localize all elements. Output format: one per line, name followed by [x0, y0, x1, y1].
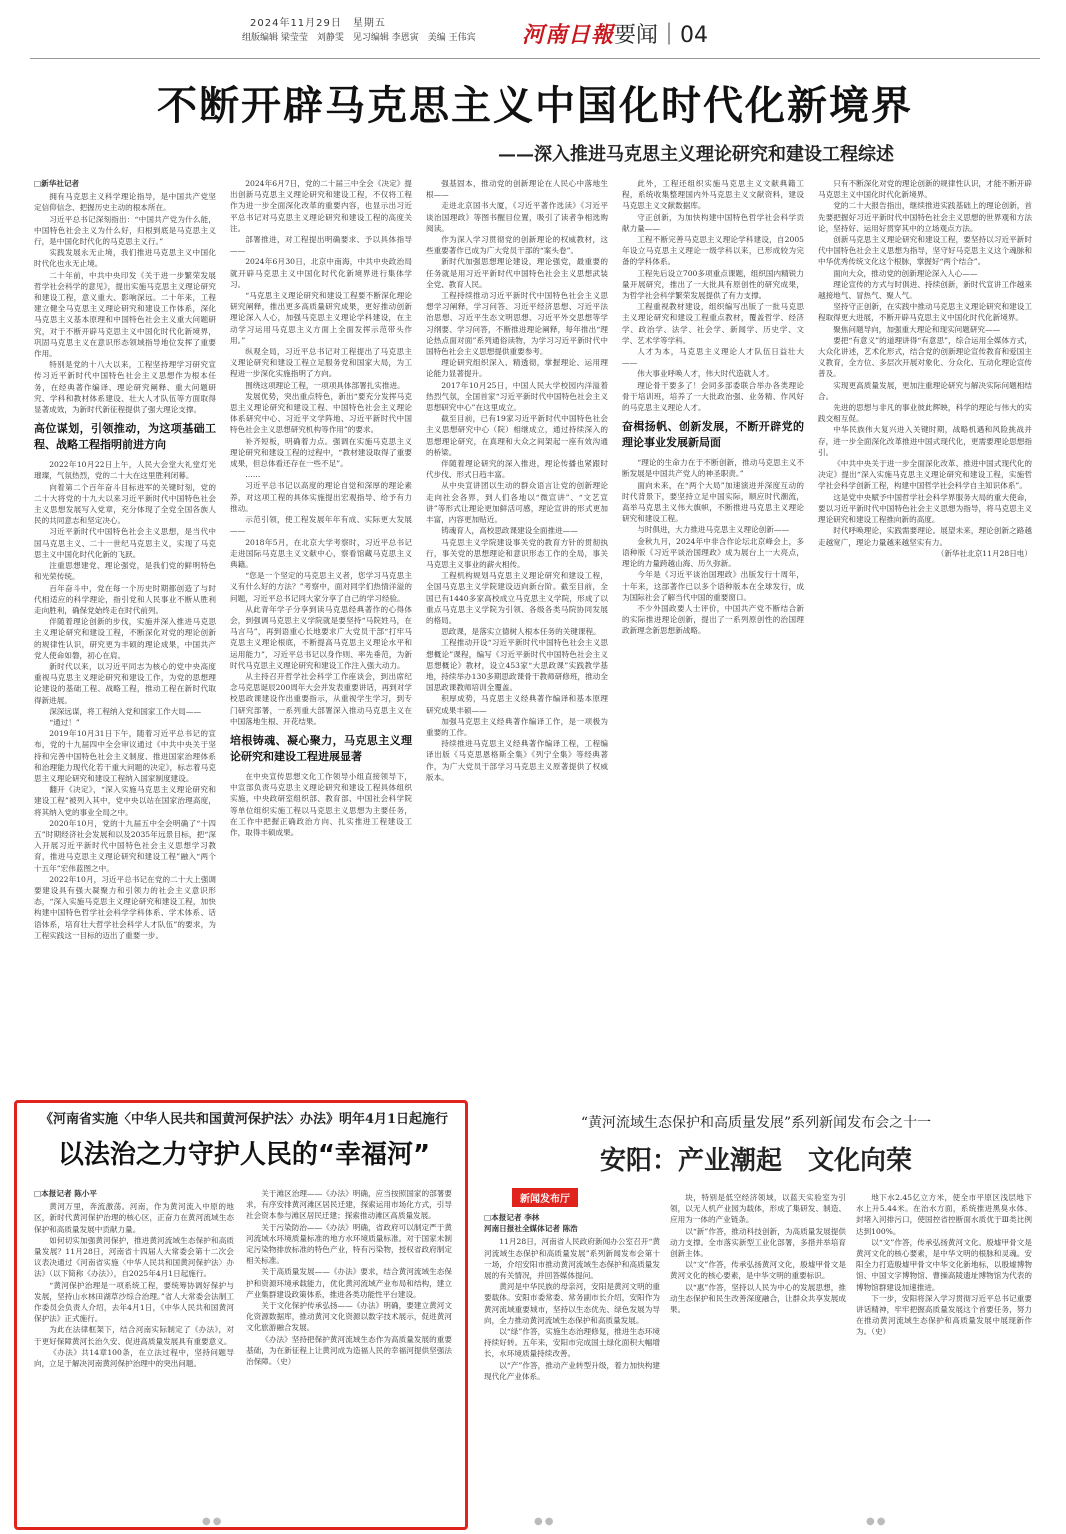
- paragraph: 关于滩区治理——《办法》明确，应当按照国家的部署要求，有序安排黄河滩区居民迁建，探索运用市场化方式，引导社会资本参与滩区居民迁建；探索推动滩区高质量发展。: [246, 1189, 452, 1221]
- paragraph: 持续推进马克思主义经典著作编译工程，工程编译出版《马克思恩格斯全集》《列宁全集》等经典著作，为广大党员干部学习马克思主义原著提供了权威版本。: [426, 739, 608, 782]
- paragraph: 发展优势，突出重点特色，新出“要充分发挥马克思主义理论研究和建设工程、中国特色社会主义理论体系研究中心、习近平文学阵地、习近平新时代中国特色社会主义思想研究机构等作用”的要求。: [230, 391, 412, 435]
- story-left-byline: □本报记者 陈小平: [34, 1189, 97, 1198]
- lead-column-3: [426, 178, 608, 1090]
- paragraph: 工程先后设立700多项重点课题，组织国内精锐力量开展研究，推出了一大批具有原创性的研究成果，为哲学社会科学繁荣发展提供了有力支撑。: [622, 268, 804, 301]
- paragraph: 以“惠”作答，坚持以人民为中心的发展思想，推动生态保护和民生改善深度融合，让群众共享发展成果。: [670, 1282, 846, 1315]
- paragraph: 走进北京国书大厦，《习近平著作选读》《习近平谈治国理政》等图书醒目位置，吸引了读者争相选购阅读。: [426, 201, 608, 233]
- paragraph: 2017年10月25日，中国人民大学校园内洋溢着热烈气氛，全国首家“习近平新时代中国特色社会主义思想研究中心”在这里成立。: [426, 380, 608, 413]
- lead-col4-paras: [622, 178, 804, 413]
- paragraph: 工程推动开设“习近平新时代中国特色社会主义思想概论”课程，编写《习近平新时代中国特色社会主义思想概论》教材，设立453家“大思政课”实践教学基地，持续举办130多期思政课骨干教师研修班，推动全国思政课教师培训全覆盖。: [426, 638, 608, 693]
- paragraph: 铸魂育人，高校思政课建设全面推进——: [441, 526, 578, 536]
- paragraph: 新时代以来，以习近平同志为核心的党中央高度重视马克思主义理论研究和建设工作，为党的思想理论建设的基础工程、战略工程，推动工程在新时代取得新进展。: [34, 661, 216, 705]
- story-right-column-3: [856, 1192, 1032, 1512]
- paragraph: 为此在法律框架下，结合河南实际制定了《办法》，对于更好保障黄河长治久安、促进高质量发展具有重要意义。: [34, 1325, 234, 1346]
- paragraph: 加强马克思主义经典著作编译工作，是一项极为重要的工作。: [426, 716, 608, 737]
- paragraph: 翻开《决定》，“深入实施马克思主义理论研究和建设工程”被列入其中，党中央以站在国家治理高度，将其纳入党的事业全局之中。: [34, 785, 216, 817]
- lead-column-1: [34, 178, 216, 1090]
- paragraph: 特别是党的十八大以来，工程坚持理学习研究宣传习近平新时代中国特色社会主义思想作为根本任务，在经典著作编译、理论研究阐释、重大问题研究、学科和教材体系建设、壮大人才队伍等方面取得显著成效，为新时代新征程提供了强大理论支撑。: [34, 360, 216, 415]
- paragraph: 实现更高质量发展，更加注重理论研究与解决实际问题相结合。: [818, 380, 1032, 401]
- paragraph: 此外，工程还组织实施马克思主义文献典籍工程，系统收集整理国内外马克思主义文献资料，建设马克思主义文献数据库。: [622, 179, 804, 211]
- paragraph: 以“产”作答，推动产业转型升级，着力加快构建现代化产业体系。: [484, 1360, 660, 1381]
- paragraph: 坚持守正创新，在实践中推动马克思主义理论研究和建设工程取得更大进展，不断开辟马克思主义中国化时代化新境界。: [818, 302, 1032, 323]
- paragraph: 《办法》坚持把保护黄河流域生态作为高质量发展的重要基础，为在新征程上让黄河成为造福人民的幸福河提供坚强法治保障。（史）: [246, 1334, 452, 1367]
- story-right-col1-paras: [484, 1236, 660, 1382]
- paragraph: 截至目前，已有19家习近平新时代中国特色社会主义思想研究中心（院）相继成立，通过持续深入的思想理论研究，在真理和大众之间架起一座有效沟通的桥梁。: [426, 414, 608, 457]
- pager-dots-right: ●●: [866, 1516, 888, 1527]
- paragraph: 习近平新时代中国特色社会主义思想，是当代中国马克思主义、二十一世纪马克思主义，实现了马克思主义中国化时代化新的飞跃。: [34, 527, 216, 559]
- section-label: 要闻｜04: [614, 23, 708, 48]
- paragraph: 要把“有意义”的道理讲得“有意思”，综合运用全媒体方式，大众化讲述，艺术化形式，结合党的创新理论宣传教育和爱国主义教育，全方位、多层次开展对象化、分众化、互动化理论宣传普及。: [818, 335, 1032, 379]
- paragraph: 2020年10月，党的十九届五中全会明确了“十四五”时期经济社会发展和以及2035年远景目标，把“深入开展习近平新时代中国特色社会主义思想学习教育，推进马克思主义理论研究和建设工程”融入“两个十五年”宏伟蓝图之中。: [34, 818, 216, 873]
- lead-subhead-3: 奋楫扬帆、创新发展，不断开辟党的理论事业发展新局面: [622, 420, 804, 450]
- story-left-col2-paras: [246, 1188, 452, 1367]
- paragraph: 在中央宣传思想文化工作领导小组直接领导下，中宣部负责马克思主义理论研究和建设工程具体组织实施，中央政研室组织部、教育部、中国社会科学院等单位组织实施工程以马克思主义思想为主要任务，在工作中把握正确政治方向、扎实推进工程建设工作，取得丰硕成果。: [230, 771, 412, 837]
- paragraph: 理论宣传的方式与时俱进、持续创新，新时代宣讲工作越来越接地气、冒热气、聚人气。: [818, 279, 1032, 301]
- paragraph: 围绕这项理论工程，一项项具体部署扎实推进。: [245, 380, 405, 390]
- paragraph: 《中共中央关于进一步全面深化改革、推进中国式现代化的决定》提出“深入实施马克思主义理论研究和建设工程，实施哲学社会科学创新工程，构建中国哲学社会科学自主知识体系”。: [818, 459, 1032, 491]
- paragraph: 守正创新，为加快构建中国特色哲学社会科学贡献力量——: [622, 212, 804, 233]
- paragraph: 工程持续推动习近平新时代中国特色社会主义思想学习阐释，学习问答、习近平经济思想、习近平法治思想、习近平生态文明思想、习近平外交思想等学习纲要、学习问答，不断推进理论阐释，每年推出“理论热点面对面”系列通俗读物，为学习习近平新时代中国特色社会主义思想提供重要参考。: [426, 291, 608, 357]
- paragraph: 面向未来，在“两个大局”加速演进并深度互动的时代背景下，要坚持立足中国实际，顺应时代潮流，高举马克思主义伟大旗帜，不断推进马克思主义理论研究和建设工程。: [622, 480, 804, 524]
- paragraph: 2019年10月31日下午，随着习近平总书记的宣布，党的十九届四中全会审议通过《中共中央关于坚持和完善中国特色社会主义制度、推进国家治理体系和治理能力现代化若干重大问题的决定》，标志着马克思主义理论研究和建设工程纳入国家制度建设。: [34, 729, 216, 783]
- paragraph: 人才为本，马克思主义理论人才队伍日益壮大——: [622, 347, 804, 368]
- story-right-kicker: “黄河流域生态保护和高质量发展”系列新闻发布会之十一: [580, 1115, 932, 1131]
- paragraph: “您是一个坚定的马克思主义者，您学习马克思主义有什么好的方法？”考察中，面对同学们热情洋溢的问题，习近平总书记同大家分享了自己的学习经验。: [230, 571, 412, 603]
- paragraph: 中华民族伟大复兴进入关键时期，战略机遇和风险挑战并存，进一步全面深化改革推进中国式现代化，更需要理论思想指引。: [818, 425, 1032, 457]
- paragraph: 新时代加强思想理论建设，理论强党，最重要的任务就是用习近平新时代中国特色社会主义思想武装全党、教育人民。: [426, 257, 608, 289]
- paragraph: 习近平总书记深刻指出：“中国共产党为什么能，中国特色社会主义为什么好，归根到底是马克思主义行，是中国化时代化的马克思主义行。”: [34, 214, 216, 247]
- paragraph: 示范引领，使工程发展年年有成、实际更大发展——: [230, 515, 412, 536]
- paragraph: 关于文化保护传承弘扬——《办法》明确，要建立黄河文化资源数据库，推动黄河文化资源以数字技术展示，促进黄河文化旅游融合发展。: [246, 1301, 452, 1333]
- paragraph: “黄河保护治理是一项系统工程，要统筹协调好保护与发展，坚持山水林田湖草沙综合治理。”省人大常委会法制工作委员会负责人介绍，去年4月1日，《中华人民共和国黄河保护法》正式施行。: [34, 1280, 234, 1324]
- story-right-col2-paras: [670, 1192, 846, 1315]
- paragraph: 黄河是中华民族的母亲河，安阳是黄河文明的重要载体。安阳市委常委、常务副市长介绍，安阳作为黄河流域重要城市，坚持以生态优先、绿色发展为导向，全力推动黄河流域生态保护和高质量发展。: [484, 1282, 660, 1325]
- paragraph: 今年是《习近平谈治国理政》出版发行十周年，十年来，这部著作已以多个语种版本在全球发行，成为国际社会了解当代中国的重要窗口。: [622, 570, 804, 602]
- lead-col1b-paras: [34, 459, 216, 941]
- lead-col2b-paras: [230, 771, 412, 838]
- paragraph: 如何切实加强黄河保护，推进黄河流域生态保护和高质量发展？11月28日，河南省十四届人大常委会第十二次会议表决通过《河南省实施〈中华人民共和国黄河保护法〉办法》（以下简称《办法》），自2025年4月1日起施行。: [34, 1235, 234, 1279]
- lead-subtitle: ——深入推进马克思主义理论研究和建设工程综述: [498, 144, 894, 165]
- paragraph: 习近平总书记以高度的理论自觉和深厚的理论素养，对这项工程的具体实施提出宏观指导、给予有力推动。: [230, 481, 412, 513]
- paragraph: 从此青年学子分享到读马克思经典著作的心得体会，到强调马克思主义学院就是要坚持“马院姓马，在马言马”，再到语重心长地要求广大党员干部“打牢马克思主义理论根底，不断提高马克思主义理论水平和运用能力”，习近平总书记以身作则、率先垂范，为新时代马克思主义理论研究和建设工作注入强大动力。: [230, 604, 412, 670]
- header-divider: [30, 58, 1040, 59]
- lead-subhead-2: 培根铸魂、凝心聚力，马克思主义理论研究和建设工程进展显著: [230, 733, 412, 763]
- paragraph: “通过！”: [49, 717, 80, 727]
- paragraph: 党的二十大报告指出，继续推进实践基础上的理论创新，首先要把握好习近平新时代中国特色社会主义思想的世界观和方法论，坚持好、运用好贯穿其中的立场观点方法。: [818, 201, 1032, 233]
- paragraph: 伴随着理论研究的深入推进，理论传播也紧跟时代步伐、形式日趋丰富。: [426, 459, 608, 480]
- paragraph: 理论研究组织深入、精透彻，掌握理论、运用理论能力显著提升。: [426, 358, 608, 379]
- paragraph: 马克思主义学院建设事关党的教育方针的贯彻执行，事关党的思想理论和意识形态工作的全局，事关马克思主义事业的薪火相传。: [426, 537, 608, 569]
- paragraph: 以“绿”作答，实施生态治理修复，推进生态环境持续好转。五年来，安阳市完成国土绿化面积大幅增长，水环境质量持续改善。: [484, 1327, 660, 1359]
- paragraph: 拥有马克思主义科学理论指导，是中国共产党坚定信仰信念、把握历史主动的根本所在。: [34, 192, 216, 213]
- paragraph: 聚焦问题导向，加强重大理论和现实问题研究——: [833, 324, 1001, 334]
- issue-date: 2024年11月29日 星期五: [250, 18, 386, 29]
- paragraph: 百年奋斗中，党在每一个历史时期都创造了与时代相适应的科学理论，指引党和人民事业不断从胜利走向胜利，确保党始终走在时代前列。: [34, 583, 216, 615]
- pager-dots-mid: ●●: [534, 1516, 556, 1527]
- story-right-col3-paras: [856, 1192, 1032, 1338]
- paragraph: 关于高质量发展——《办法》要求，结合黄河流域生态保护和资源环境承载能力，优化黄河流域产业布局和结构，建立产业集群建设政策体系，推进各类功能性平台建设。: [246, 1267, 452, 1299]
- lead-byline: □新华社记者: [34, 179, 80, 188]
- paragraph: 深深远谋，将工程纳入党和国家工作大局——: [49, 706, 202, 716]
- editor-credits: 组版编辑 梁莹莹 刘静雯 见习编辑 李恩寅 美编 王伟宾: [242, 33, 476, 43]
- paragraph: 工程重视教材建设，组织编写出版了一批马克思主义理论研究和建设工程重点教材，覆盖哲学、经济学、政治学、法学、社会学、新闻学、历史学、文学、艺术学等学科。: [622, 302, 804, 345]
- paragraph: 关于污染防治——《办法》明确，省政府可以制定严于黄河流域水环境质量标准的地方水环境质量标准。对于国家未制定污染物排放标准的特色产业，特有污染物，授权省政府制定相关标准。: [246, 1222, 452, 1266]
- paragraph: 11月28日，河南省人民政府新闻办公室召开“黄河流域生态保护和高质量发展”系列新闻发布会第十一场，介绍安阳市推动黄河流域生态保护和高质量发展的有关情况，并回答媒体提问。: [484, 1237, 660, 1281]
- paragraph: 积厚成势，马克思主义经典著作编译和基本原理研究成果丰硕——: [426, 694, 608, 715]
- paragraph: 注重思想建党、理论强党，是我们党的鲜明特色和光荣传统。: [34, 561, 216, 582]
- story-right-column-1: [484, 1212, 660, 1512]
- paragraph: 工程机构规划马克思主义理论研究和建设工程，全国马克思主义学院建设迈向新台阶。截至目前，全国已有1440多家高校成立马克思主义学院，形成了以重点马克思主义学院为引领、各级各类马院协同发展的格局。: [426, 571, 608, 625]
- paragraph: 从主持召开哲学社会科学工作座谈会，到出席纪念马克思诞辰200周年大会并发表重要讲话，再到对学校思政课建设作出重要指示，从重视学生学习，到专门研究部署，一系列重大部署深入推动马克思主义在中国落地生根、开花结果。: [230, 671, 412, 726]
- paragraph: 不少外国政要人士评价，中国共产党不断结合新的实际推进理论创新，提出了一系列原创性的治国理政新理念新思想新战略。: [622, 603, 804, 636]
- story-left-column-1: [34, 1188, 234, 1514]
- paragraph: 先进的思想与非凡的事业彼此辉映，科学的理论与伟大的实践交相互促。: [818, 403, 1032, 424]
- paragraph: 2018年5月，在北京大学考察时，习近平总书记走进国际马克思主义文献中心，察看馆藏马克思主义典籍。: [230, 537, 412, 569]
- lead-column-5: [818, 178, 1032, 1090]
- lead-col3-paras: [426, 178, 608, 783]
- story-right-column-2: [670, 1192, 846, 1512]
- paragraph: 从中央宣讲团以生动的群众语言让党的创新理论走向社会各界，到人们各地以“微宣讲”、“文艺宣讲”等形式让理论更加鲜活可感，理论宣讲的形式更加丰富，内容更加贴近。: [426, 481, 608, 525]
- paragraph: 以“新”作答，推动科技创新，为高质量发展提供动力支撑。全市落实新型工业化部署，多措并举培育创新主体。: [670, 1226, 846, 1259]
- lead-col5-paras: [818, 178, 1032, 548]
- lead-col4b-paras: [622, 457, 804, 636]
- paragraph: 这是党中央赋予中国哲学社会科学界服务大局的重大使命，要以习近平新时代中国特色社会主义思想为指导，将马克思主义理论研究和建设工程推向新的高度。: [818, 492, 1032, 525]
- paragraph: 二十年前，中共中央印发《关于进一步繁荣发展哲学社会科学的意见》，提出实施马克思主义理论研究和建设工程，意义重大、影响深远。二十年来，工程建立健全马克思主义理论研究和建设工作体系，深化马克思主义基本原理和中国特色社会主义重大问题研究，对于不断开辟马克思主义中国化时代化新境界，巩固马克思主义在意识形态领域指导地位发挥了重要作用。: [34, 270, 216, 359]
- paragraph: 黄河万里，奔流激荡。河南，作为黄河流入中原的地区，新时代黄河保护治理的核心区，正奋力在黄河流域生态保护和高质量发展中贡献力量。: [34, 1202, 234, 1234]
- paragraph: 理论骨干要多了！会同多部委联合举办各类理论骨干培训班，培养了一大批政治强、业务精、作风好的马克思主义理论人才。: [622, 380, 804, 413]
- paragraph: 思政课，是落实立德树人根本任务的关键课程。: [441, 627, 601, 637]
- paragraph: “理论的生命力在于不断创新，推动马克思主义不断发展是中国共产党人的神圣职责。”: [622, 458, 804, 479]
- lead-col1-paras: [34, 191, 216, 415]
- paragraph: 创新马克思主义理论研究和建设工程，要坚持以习近平新时代中国特色社会主义思想为指导，坚守好马克思主义这个魂脉和中华优秀传统文化这个根脉，掌握好“两个结合”。: [818, 235, 1032, 267]
- paragraph: 金秋九月，2024年中非合作论坛北京峰会上，多语种版《习近平谈治国理政》成为展台上一大亮点，理论的力量跨越山海、历久弥新。: [622, 536, 804, 569]
- paragraph: 下一步，安阳将深入学习贯彻习近平总书记重要讲话精神，牢牢把握高质量发展这个首要任务，努力在推动黄河流域生态保护和高质量发展中展现新作为。（史）: [856, 1293, 1032, 1337]
- lead-column-4: [622, 178, 804, 1090]
- paragraph: 实践发展永无止境，我们推进马克思主义中国化时代化也永无止境。: [34, 248, 216, 269]
- paragraph: 以“文”作答，传承弘扬黄河文化。殷墟甲骨文是黄河文化的核心要素，是中华文明的根脉和灵魂。安阳全力打造殷墟甲骨文中华文化新地标，以殷墟博物馆、中国文字博物馆、曹操高陵遗址博物馆为代表的博物馆群建设加速推进。: [856, 1237, 1032, 1292]
- newspaper-logo: 河南日報: [522, 22, 615, 48]
- paragraph: 地下水2.45亿立方米，使全市平原区浅层地下水上升5.44米。在治水方面，系统推进黑臭水体、封堵入河排污口，使国控省控断面水质优于Ⅲ类比例达到100%。: [856, 1193, 1032, 1236]
- story-right-byline: □本报记者 李林 河南日报社全媒体记者 陈浩: [484, 1213, 578, 1234]
- paragraph: 2022年10月，习近平总书记在党的二十大上强调要建设具有强大凝聚力和引领力的社会主义意识形态，“深入实施马克思主义理论研究和建设工程，加快构建中国特色哲学社会科学学科体系、学术体系、话语体系，培育壮大哲学社会科学人才队伍”的要求，为工程实践这一目标的迈出了重要一步。: [34, 874, 216, 940]
- paragraph: 2024年6月30日，北京中南海，中共中央政治局就开辟马克思主义中国化时代化新境界进行集体学习。: [230, 257, 412, 289]
- paragraph: 面向大众，推动党的创新理论深入人心——: [833, 268, 978, 278]
- paragraph: 以“文”作答，传承弘扬黄河文化，殷墟甲骨文是黄河文化的核心要素，是中华文明的重要标识。: [670, 1260, 846, 1281]
- lead-headline: 不断开辟马克思主义中国化时代化新境界: [157, 83, 913, 129]
- paragraph: 部署推进，对工程提出明确要求、予以具体指导——: [230, 235, 412, 256]
- paragraph: 伴随着理论创新的步伐，实施并深入推进马克思主义理论研究和建设工程，不断深化对党的理论创新的规律性认识，研究更为丰硕的理论成果，中国共产党人使命如磐，初心在肩。: [34, 617, 216, 660]
- paragraph: 《办法》共14章100条，在立法过程中，坚持问题导向，立足于解决河南黄河保护治理中的突出问题。: [34, 1347, 234, 1369]
- paragraph: ……: [245, 470, 261, 480]
- story-left-column-2: [246, 1188, 452, 1514]
- paragraph: 伟大事业呼唤人才，伟大时代造就人才。: [637, 369, 774, 379]
- paragraph: 补齐短板，明确着力点。强调在实施马克思主义理论研究和建设工程的过程中，“教材建设取得了重要成果，但总体看还存在一些不足”。: [230, 436, 412, 469]
- lead-column-2: [230, 178, 412, 1090]
- story-left-kicker: 《河南省实施〈中华人民共和国黄河保护法〉办法》明年4月1日起施行: [39, 1112, 449, 1127]
- story-left-headline: 以法治之力守护人民的“幸福河”: [57, 1140, 431, 1170]
- story-right-headline: 安阳：产业潮起 文化向荣: [599, 1146, 912, 1176]
- paragraph: 纵观全局，习近平总书记对工程提出了马克思主义理论研究和建设工程立足服务党和国家大局，为工程进一步深化实施指明了方向。: [230, 347, 412, 379]
- lead-col2-paras: [230, 178, 412, 727]
- lead-credit: （新华社北京11月28日电）: [936, 548, 1032, 558]
- paragraph: “马克思主义理论研究和建设工程要不断深化理论研究阐释，推出更多高质量研究成果，更好推动创新理论深入人心，加强马克思主义理论学科建设，在主动学习运用马克思主义方面上全面发挥示范带头作用。”: [230, 291, 412, 345]
- story-left-col1-paras: [34, 1201, 234, 1369]
- paragraph: 与时俱进，大力推进马克思主义理论创新——: [637, 525, 790, 535]
- paragraph: 2022年10月22日上午，人民大会堂大礼堂灯光璀璨，气氛热烈，党的二十大在这里胜利闭幕。: [34, 460, 216, 481]
- paragraph: 工程不断完善马克思主义理论学科建设，自2005年设立马克思主义理论一级学科以来，已形成较为完备的学科体系。: [622, 235, 804, 267]
- press-release-tag: 新闻发布厅: [512, 1188, 578, 1207]
- paragraph: 作为深入学习贯彻党的创新理论的权威教材，这些重要著作已成为广大党员干部的“案头卷”。: [426, 235, 608, 256]
- pager-dots-left: ●●: [202, 1516, 224, 1527]
- paragraph: 向着第二个百年奋斗目标进军的关键时刻，党的二十大将党的十九大以来习近平新时代中国特色社会主义思想发展写入党章，充分体现了全党全国各族人民的共同意志和坚定决心。: [34, 482, 216, 526]
- paragraph: 强基固本，推动党的创新理论在人民心中落地生根——: [426, 179, 608, 200]
- paragraph: 块，特别是低空经济领域，以蓝天实验室为引领，以无人机产业园为载体，形成了集研发、制造、应用为一体的产业链条。: [670, 1193, 846, 1225]
- paragraph: 2024年6月7日，党的二十届三中全会《决定》提出创新马克思主义理论研究和建设工程，不仅将工程作为进一步全面深化改革的重要内容，也显示出习近平总书记对马克思主义理论研究和建设工程的高度关注。: [230, 179, 412, 233]
- lead-subhead-1: 高位谋划，引领推动，为这项基础工程、战略工程指明前进方向: [34, 422, 216, 452]
- paragraph: 时代呼唤理论，实践需要理论。展望未来，理论创新之路越走越宽广，理论力量越来越坚实有力。: [818, 526, 1032, 547]
- paragraph: 只有不断深化对党的理论创新的规律性认识，才能不断开辟马克思主义中国化时代化新境界。: [818, 179, 1032, 200]
